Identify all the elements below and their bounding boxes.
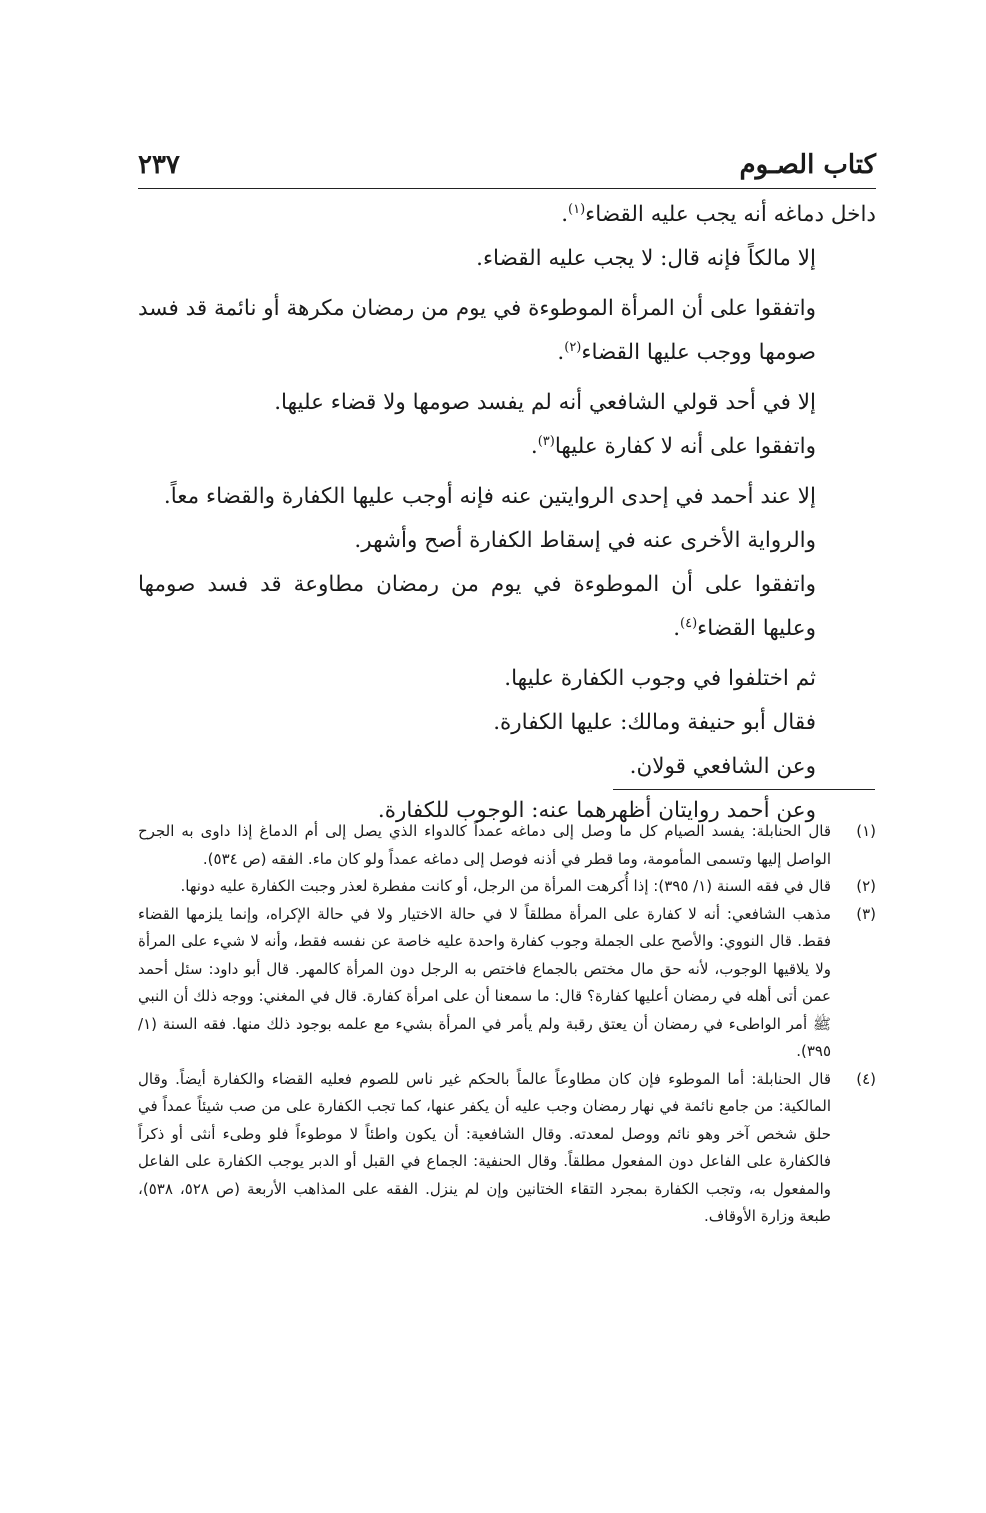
footnote-number: (١) xyxy=(856,822,876,840)
footnote-text: قال الحنابلة: أما الموطوء فإن كان مطاوعاً عالماً بالحكم غير ناس للصوم فعليه القضاء والكفارة أيضاً. وقال المالكية: من جامع نائمة في نهار رمضان وجب عليه أن يكفر عنها، كما تجب الكفارة على من صب شيئاً عمداً في حلق شخص آخر وهو نائم ووصل لمعدته. وقال الشافعية: أن يكون واطئاً لا موطوءاً فلو وطىء أنثى أو ذكراً فالكفارة على الفاعل دون المفعول مطلقاً. وقال الحنفية: الجماع في القبل أو الدبر يوجب الكفارة على الفاعل والمفعول به، وتجب الكفارة بمجرد التقاء الختانين وإن لم ينزل. الفقه على المذاهب الأربعة (ص ٥٢٨، ٥٣٨)، طبعة وزارة الأوقاف. xyxy=(138,1069,831,1225)
footnote-number: (٣) xyxy=(856,904,876,923)
footnote xyxy=(138,873,876,901)
paragraph: إلا مالكاً فإنه قال: لا يجب عليه القضاء. xyxy=(476,246,816,271)
footnote xyxy=(138,818,876,873)
footnote-ref: (٤) xyxy=(680,615,698,631)
footnote-number: (٢) xyxy=(856,877,876,895)
footnote xyxy=(138,901,876,1066)
paragraph: وعن الشافعي قولان. xyxy=(629,754,816,779)
paragraph: إلا عند أحمد في إحدى الروايتين عنه فإنه أوجب عليها الكفارة والقضاء معاً. xyxy=(163,484,816,509)
paragraph: وعن أحمد روايتان أظهرهما عنه: الوجوب للكفارة. xyxy=(377,798,816,823)
paragraph: ثم اختلفوا في وجوب الكفارة عليها. xyxy=(504,666,816,691)
footnote xyxy=(138,1066,876,1231)
page-header xyxy=(138,148,876,189)
paragraph: واتفقوا على أن الموطوءة في يوم من رمضان مطاوعة قد فسد صومها وعليها القضاء$^{(٤)}$. xyxy=(138,572,816,641)
running-title: كتاب الصـوم xyxy=(739,150,876,180)
paragraph: واتفقوا على أن المرأة الموطوءة في يوم من رمضان مكرهة أو نائمة قد فسد صومها ووجب عليها القضاء$^{(٢)}$. xyxy=(138,296,816,365)
paragraph: فقال أبو حنيفة ومالك: عليها الكفارة. xyxy=(493,710,816,735)
footnote-ref: (٢) xyxy=(564,339,582,355)
footnote-ref: (٣) xyxy=(537,433,555,449)
footnote-text: قال الحنابلة: يفسد الصيام كل ما وصل إلى دماغه عمداً كالدواء الذي يصل إلى أم الدماغ إذا داوى به الجرح الواصل إليها وتسمى المأمومة، وما قطر في أذنه فوصل إلى دماغه عمداً ولو كان ماء. الفقه (ص ٥٣٤). xyxy=(138,822,831,868)
paragraph: داخل دماغه أنه يجب عليه القضاء$^{(١)}$. xyxy=(561,201,876,227)
paragraph: واتفقوا على أنه لا كفارة عليها$^{(٣)}$. xyxy=(530,433,816,459)
paragraph: والرواية الأخرى عنه في إسقاط الكفارة أصح وأشهر. xyxy=(354,528,816,553)
footnote-text: قال في فقه السنة (١/ ٣٩٥): إذا أُكرهت المرأة من الرجل، أو كانت مفطرة لعذر وجبت الكفارة عليه دونها. xyxy=(180,877,831,895)
main-text xyxy=(138,193,876,833)
footnote-separator xyxy=(613,789,875,790)
paragraph: إلا في أحد قولي الشافعي أنه لم يفسد صومها ولا قضاء عليها. xyxy=(274,390,816,415)
footnote-ref: (١) xyxy=(568,201,586,217)
page-number: ٢٣٧ xyxy=(138,150,180,180)
footnotes xyxy=(138,818,876,1231)
footnote-number: (٤) xyxy=(856,1069,876,1088)
footnote-text: مذهب الشافعي: أنه لا كفارة على المرأة مطلقاً لا في حالة الاختيار ولا في حالة الإكراه، وإنما يلزمها القضاء فقط. قال النووي: والأصح على الجملة وجوب كفارة واحدة عليه خاصة عن نفسه فقط، وأنه لا شيء على المرأة ولا يلاقيها الوجوب، لأنه حق مال مختص بالجماع فاختص به الرجل دون المرأة كالمهر. قال أبو داود: سئل أحمد عمن أتى أهله في رمضان أعليها كفارة؟ قال: ما سمعنا أن على امرأة كفارة. قال في المغني: ووجه ذلك أن النبي ﷺ أمر الواطىء في رمضان أن يعتق رقبة ولم يأمر في المرأة بشيء مع علمه بوجود ذلك منها. فقه السنة (١/ ٣٩٥). xyxy=(138,904,831,1060)
